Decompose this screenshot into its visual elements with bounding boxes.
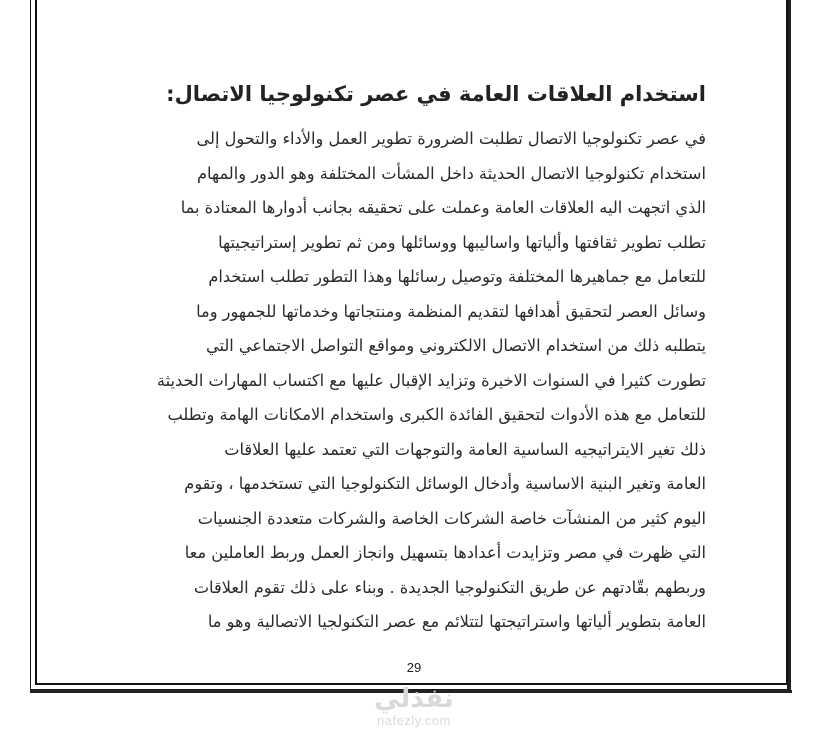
paragraph-line: اليوم كثير من المنشآت خاصة الشركات الخاصة والشركات متعددة الجنسيات: [197, 508, 706, 528]
paragraph-line: العامة وتغير البنية الاساسية وأدخال الوسائل التكنولوجيا التي تستخدمها ، وتقوم: [184, 474, 706, 493]
page-border-shadow-right: [788, 0, 791, 693]
paragraph-line: الذي اتجهت اليه العلاقات العامة وعملت على تحقيقه بجانب أدوارها المعتادة بما: [180, 198, 706, 217]
paragraph-line: للتعامل مع جماهيرها المختلفة وتوصيل رسائلها وهذا التطور تطلب استخدام: [208, 267, 706, 286]
paragraph-line: ذلك تغير الايتراتيجيه الساسية العامة والتوجهات التي تعتمد عليها العلاقات: [224, 439, 706, 459]
paragraph-line: وسائل العصر لتحقيق أهدافها لتقديم المنظمة ومنتجاتها وخدماتها للجمهور وما: [196, 301, 706, 321]
watermark-url: nafezly.com: [377, 713, 451, 728]
paragraph-line: التي ظهرت في مصر وتزايدت أعدادها بتسهيل وانجاز العمل وربط العاملين معا: [184, 543, 706, 562]
page-border-shadow-bottom: [30, 690, 792, 693]
paragraph-line: تطورت كثيرا في السنوات الاخيرة وتزايد الإقبال عليها مع اكتساب المهارات الحديثة: [156, 370, 706, 390]
page-number: 29: [406, 660, 422, 675]
paragraph-line: للتعامل مع هذه الأدوات لتحقيق الفائدة الكبرى واستخدام الامكانات الهامة وتطلب: [167, 405, 706, 424]
paragraph-line: العامة بتطوير ألياتها واستراتيجتها لتتلائم مع عصر التكنولجيا الاتصالية وهو ما: [207, 612, 706, 631]
body-paragraph: [121, 122, 706, 640]
paragraph-line: تطلب تطوير ثقافتها وألياتها واساليبها ووسائلها ومن ثم تطوير إستراتيجيتها: [218, 232, 706, 252]
section-heading: استخدام العلاقات العامة في عصر تكنولوجيا الاتصال:: [166, 82, 706, 106]
paragraph-line: يتطلبه ذلك من استخدام الاتصال الالكتروني ومواقع التواصل الاجتماعي التي: [205, 336, 706, 355]
paragraph-line: استخدام تكنولوجيا الاتصال الحديثة داخل المشأت المختلفة وهو الدور والمهام: [197, 163, 706, 183]
watermark-logo: نفذلي: [374, 684, 454, 714]
paragraph-line: في عصر تكنولوجيا الاتصال تطلبت الضرورة تطوير العمل والأداء والتحول إلى: [196, 129, 706, 148]
paragraph-line: وربطهم بقّادتهم عن طريق التكنولوجيا الجديدة . وبناء على ذلك تقوم العلاقات: [193, 577, 706, 597]
